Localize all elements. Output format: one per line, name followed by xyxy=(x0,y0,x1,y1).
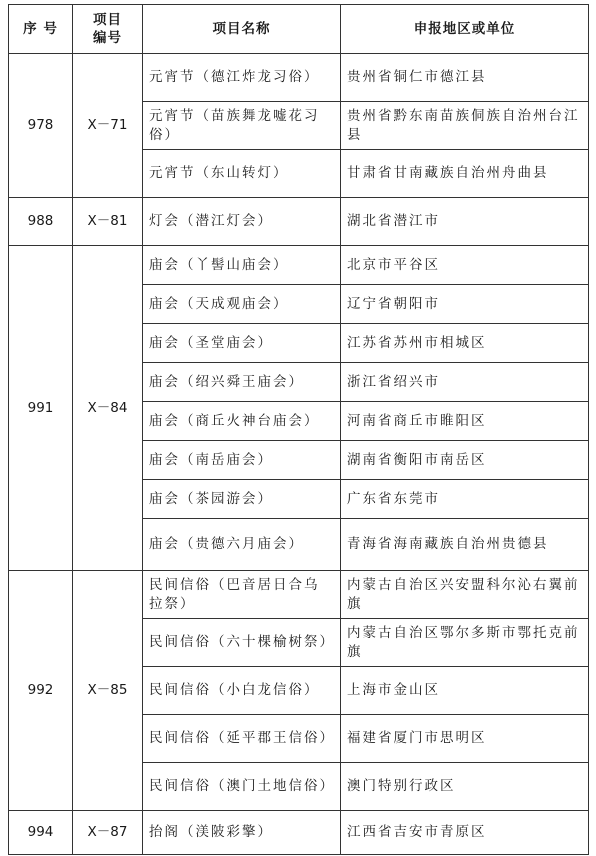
project-name-cell: 灯会（潜江灯会） xyxy=(143,198,341,246)
header-name: 项目名称 xyxy=(143,5,341,54)
table-header-row xyxy=(9,5,589,54)
region-cell: 贵州省铜仁市德江县 xyxy=(341,54,589,102)
project-name-cell: 民间信俗（六十棵榆树祭） xyxy=(143,619,341,667)
seq-cell: 991 xyxy=(9,246,73,571)
region-cell: 青海省海南藏族自治州贵德县 xyxy=(341,519,589,571)
table-row xyxy=(9,246,589,285)
region-cell: 河南省商丘市睢阳区 xyxy=(341,402,589,441)
project-name-cell: 民间信俗（巴音居日合乌拉祭） xyxy=(143,571,341,619)
header-seq: 序 号 xyxy=(9,5,73,54)
code-cell: Ⅹ－84 xyxy=(73,246,143,571)
project-name-cell: 庙会（天成观庙会） xyxy=(143,285,341,324)
project-name-cell: 元宵节（德江炸龙习俗） xyxy=(143,54,341,102)
project-name-cell: 元宵节（苗族舞龙嘘花习俗） xyxy=(143,102,341,150)
region-cell: 江西省吉安市青原区 xyxy=(341,811,589,855)
region-cell: 江苏省苏州市相城区 xyxy=(341,324,589,363)
code-cell: Ⅹ－71 xyxy=(73,54,143,198)
region-cell: 湖北省潜江市 xyxy=(341,198,589,246)
seq-cell: 988 xyxy=(9,198,73,246)
project-name-cell: 元宵节（东山转灯） xyxy=(143,150,341,198)
table-row xyxy=(9,571,589,619)
header-region: 申报地区或单位 xyxy=(341,5,589,54)
region-cell: 澳门特别行政区 xyxy=(341,763,589,811)
region-cell: 内蒙古自治区鄂尔多斯市鄂托克前旗 xyxy=(341,619,589,667)
seq-cell: 992 xyxy=(9,571,73,811)
project-name-cell: 民间信俗（延平郡王信俗） xyxy=(143,715,341,763)
seq-cell: 978 xyxy=(9,54,73,198)
project-name-cell: 庙会（圣堂庙会） xyxy=(143,324,341,363)
region-cell: 湖南省衡阳市南岳区 xyxy=(341,441,589,480)
project-name-cell: 庙会（茶园游会） xyxy=(143,480,341,519)
project-name-cell: 庙会（贵德六月庙会） xyxy=(143,519,341,571)
table-row xyxy=(9,811,589,855)
project-name-cell: 庙会（南岳庙会） xyxy=(143,441,341,480)
region-cell: 上海市金山区 xyxy=(341,667,589,715)
seq-cell: 994 xyxy=(9,811,73,855)
code-cell: Ⅹ－87 xyxy=(73,811,143,855)
region-cell: 辽宁省朝阳市 xyxy=(341,285,589,324)
region-cell: 福建省厦门市思明区 xyxy=(341,715,589,763)
table-row xyxy=(9,198,589,246)
region-cell: 浙江省绍兴市 xyxy=(341,363,589,402)
header-code: 项目 编号 xyxy=(73,5,143,54)
code-cell: Ⅹ－81 xyxy=(73,198,143,246)
region-cell: 贵州省黔东南苗族侗族自治州台江县 xyxy=(341,102,589,150)
project-name-cell: 抬阁（渼陂彩擎） xyxy=(143,811,341,855)
project-name-cell: 民间信俗（澳门土地信俗） xyxy=(143,763,341,811)
project-name-cell: 庙会（商丘火神台庙会） xyxy=(143,402,341,441)
project-name-cell: 民间信俗（小白龙信俗） xyxy=(143,667,341,715)
table-row xyxy=(9,54,589,102)
region-cell: 甘肃省甘南藏族自治州舟曲县 xyxy=(341,150,589,198)
project-name-cell: 庙会（绍兴舜王庙会） xyxy=(143,363,341,402)
region-cell: 北京市平谷区 xyxy=(341,246,589,285)
region-cell: 广东省东莞市 xyxy=(341,480,589,519)
project-name-cell: 庙会（丫髻山庙会） xyxy=(143,246,341,285)
heritage-project-table xyxy=(8,4,589,855)
region-cell: 内蒙古自治区兴安盟科尔沁右翼前旗 xyxy=(341,571,589,619)
code-cell: Ⅹ－85 xyxy=(73,571,143,811)
